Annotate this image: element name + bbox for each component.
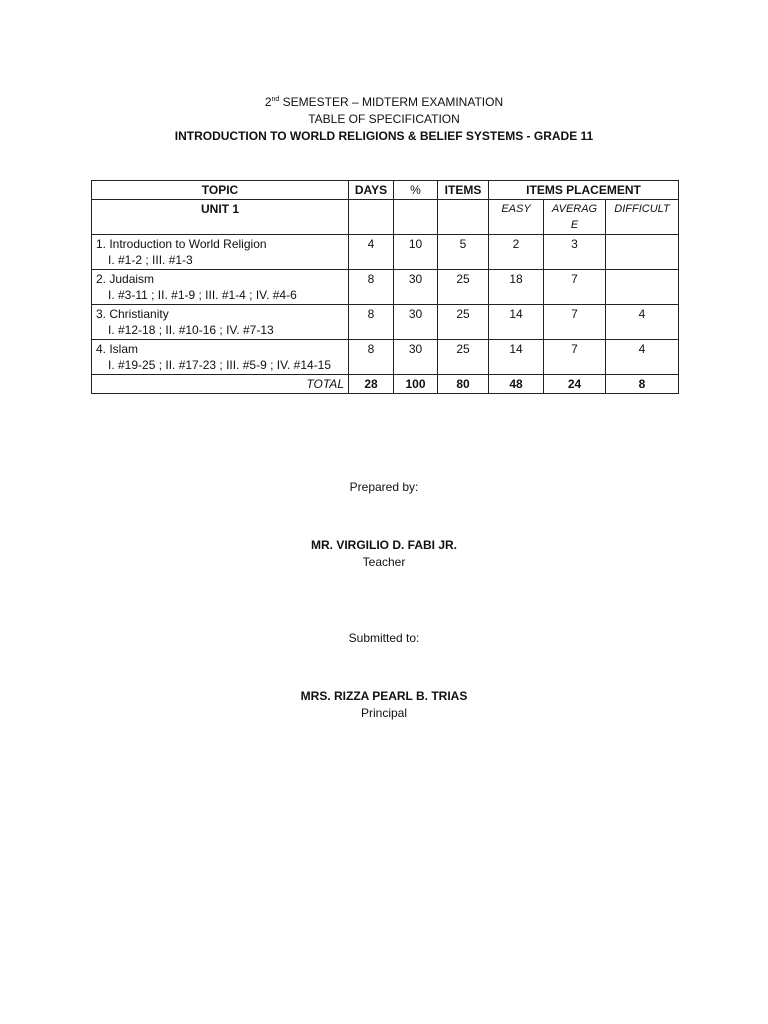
prepared-by-label: Prepared by: [349, 480, 419, 494]
row-difficult [606, 270, 679, 305]
row-percent: 30 [394, 270, 438, 305]
topic-name: 1. Introduction to World Religion [96, 237, 267, 251]
total-difficult: 8 [606, 375, 679, 394]
row-average: 7 [544, 270, 606, 305]
topic-detail: I. #3-11 ; II. #1-9 ; III. #1-4 ; IV. #4-6 [108, 288, 297, 302]
total-row [92, 375, 679, 394]
table-subheader-row [92, 200, 679, 235]
row-average: 7 [544, 305, 606, 340]
row-difficult: 4 [606, 305, 679, 340]
table-row [92, 270, 679, 305]
subheader-average: AVERAG E [544, 200, 606, 235]
subheader-difficult: DIFFICULT [606, 200, 679, 235]
row-items: 25 [438, 270, 489, 305]
table-row [92, 305, 679, 340]
row-days: 8 [349, 305, 394, 340]
row-easy: 18 [489, 270, 544, 305]
row-percent: 30 [394, 305, 438, 340]
principal-title: Principal [360, 706, 408, 720]
row-topic [92, 235, 349, 270]
topic-detail: I. #19-25 ; II. #17-23 ; III. #5-9 ; IV. #14-15 [108, 358, 332, 372]
row-average: 3 [544, 235, 606, 270]
exam-title [0, 94, 768, 111]
row-percent: 10 [394, 235, 438, 270]
document-header [0, 94, 768, 145]
row-items: 25 [438, 340, 489, 375]
teacher-name: MR. VIRGILIO D. FABI JR. [310, 538, 457, 552]
unit-label: UNIT 1 [92, 200, 349, 235]
semester-ordinal-suffix: nd [271, 96, 280, 103]
submitted-to-label: Submitted to: [348, 631, 420, 645]
total-label: TOTAL [92, 375, 349, 394]
row-easy: 2 [489, 235, 544, 270]
submitted-to-block [0, 688, 768, 722]
header-items: ITEMS [438, 181, 489, 200]
exam-title-text: SEMESTER – MIDTERM EXAMINATION [279, 95, 504, 109]
prepared-by-block [0, 537, 768, 571]
header-items-placement: ITEMS PLACEMENT [489, 181, 679, 200]
table-header-row [92, 181, 679, 200]
topic-name: 2. Judaism [96, 272, 155, 286]
row-days: 8 [349, 340, 394, 375]
subheader-empty-percent [394, 200, 438, 235]
topic-name: 3. Christianity [96, 307, 169, 321]
header-days: DAYS [349, 181, 394, 200]
table-row [92, 340, 679, 375]
total-days: 28 [349, 375, 394, 394]
row-days: 4 [349, 235, 394, 270]
row-items: 25 [438, 305, 489, 340]
row-easy: 14 [489, 340, 544, 375]
subheader-empty-items [438, 200, 489, 235]
row-days: 8 [349, 270, 394, 305]
row-difficult [606, 235, 679, 270]
topic-detail: I. #1-2 ; III. #1-3 [108, 253, 193, 267]
specification-table [91, 180, 679, 394]
topic-name: 4. Islam [96, 342, 139, 356]
row-difficult: 4 [606, 340, 679, 375]
total-items: 80 [438, 375, 489, 394]
row-topic [92, 305, 349, 340]
table-row [92, 235, 679, 270]
row-topic [92, 270, 349, 305]
principal-name: MRS. RIZZA PEARL B. TRIAS [300, 689, 468, 703]
row-items: 5 [438, 235, 489, 270]
total-percent: 100 [394, 375, 438, 394]
teacher-title: Teacher [362, 555, 406, 569]
row-topic [92, 340, 349, 375]
subject-title: INTRODUCTION TO WORLD RELIGIONS & BELIEF SYSTEMS - GRADE 11 [174, 129, 594, 143]
row-average: 7 [544, 340, 606, 375]
tos-title: TABLE OF SPECIFICATION [308, 112, 460, 126]
semester-ordinal: 2 [264, 95, 272, 109]
total-average: 24 [544, 375, 606, 394]
header-topic: TOPIC [92, 181, 349, 200]
subheader-easy: EASY [489, 200, 544, 235]
row-easy: 14 [489, 305, 544, 340]
total-easy: 48 [489, 375, 544, 394]
row-percent: 30 [394, 340, 438, 375]
topic-detail: I. #12-18 ; II. #10-16 ; IV. #7-13 [108, 323, 274, 337]
header-percent: % [394, 181, 438, 200]
subheader-empty-days [349, 200, 394, 235]
